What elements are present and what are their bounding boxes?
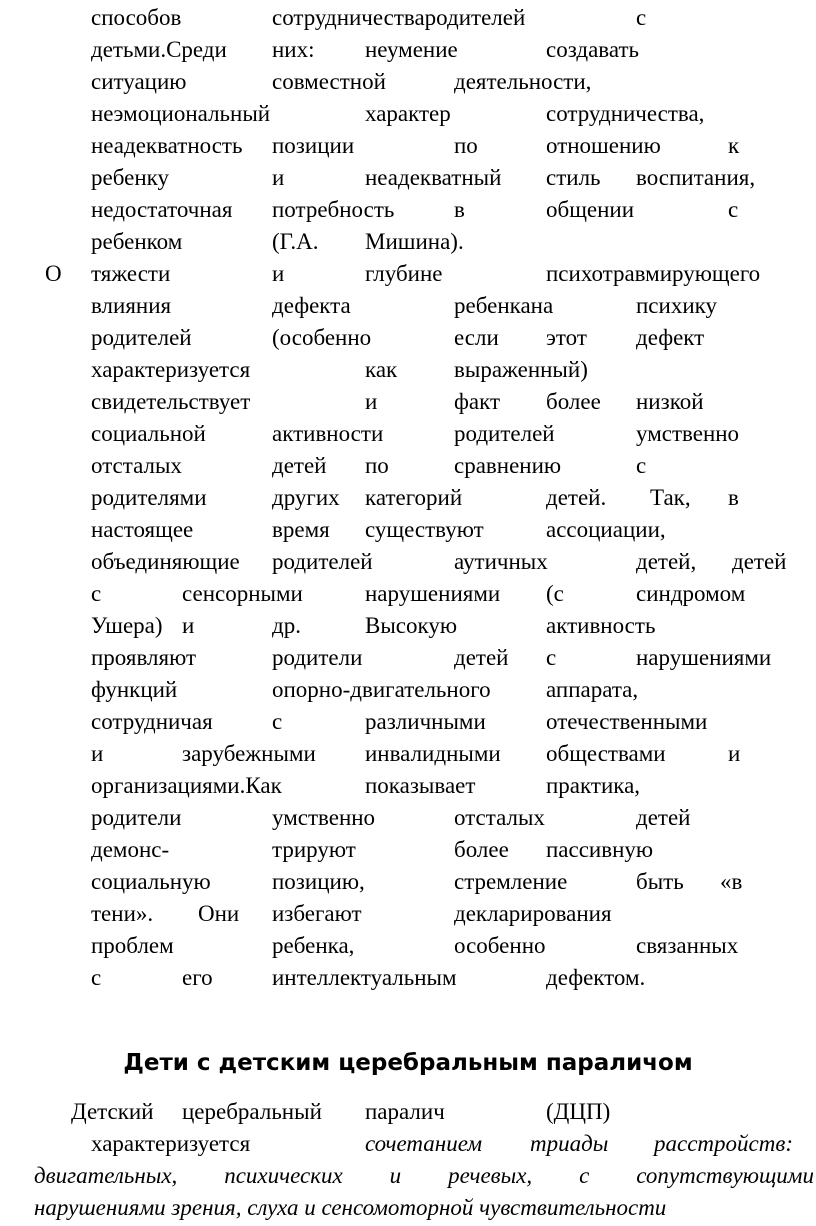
word: ребенкана — [454, 293, 554, 318]
text-line — [0, 194, 816, 226]
word: активность — [546, 613, 656, 638]
word: обществами — [546, 741, 666, 766]
text-line — [0, 866, 816, 898]
word: др. — [272, 613, 301, 638]
word: трируют — [272, 837, 356, 862]
word: общении — [546, 197, 635, 222]
text-line — [0, 34, 816, 66]
word: с — [272, 709, 283, 734]
word: Так, — [650, 485, 691, 510]
word: родителями — [91, 485, 207, 510]
word: декларирования — [454, 901, 612, 926]
word: (с — [546, 581, 564, 606]
word: недостаточная — [91, 197, 233, 222]
word: с — [91, 581, 102, 606]
word: родителей — [454, 421, 555, 446]
word: создавать — [546, 37, 639, 62]
word: детей — [454, 645, 509, 670]
text-line-italic — [0, 1192, 816, 1224]
text-line — [0, 514, 816, 546]
word: триады — [530, 1131, 609, 1156]
word: низкой — [636, 389, 704, 414]
word: неадекватный — [365, 165, 502, 190]
word: отсталых — [454, 805, 545, 830]
word: зарубежными — [182, 741, 316, 766]
word: позицию, — [272, 869, 365, 894]
text-line — [0, 1128, 816, 1160]
word: с — [636, 5, 647, 30]
word: ребенку — [91, 165, 169, 190]
text-line-italic: двигательных, психических и речевых, с сопутствующими — [34, 1163, 814, 1188]
word: избегают — [272, 901, 362, 926]
word: Мишина). — [365, 229, 464, 254]
word: с — [728, 197, 739, 222]
word: стремление — [454, 869, 568, 894]
word: нарушениями — [365, 581, 501, 606]
text-line — [0, 482, 816, 514]
word: ребенка, — [272, 933, 355, 958]
word: Они — [198, 901, 240, 926]
text-line — [0, 130, 816, 162]
word: категорий — [365, 485, 463, 510]
word: в — [728, 485, 739, 510]
word: тени». — [91, 901, 154, 926]
text-line — [0, 1096, 816, 1128]
word: Ушера) — [91, 613, 163, 638]
word: объединяющие — [91, 549, 240, 574]
word: (Г.А. — [272, 229, 319, 254]
word: опорно-двигательного — [272, 677, 491, 702]
word: детей, — [636, 549, 697, 574]
word: отношению — [546, 133, 661, 158]
text-line — [0, 962, 816, 994]
word: сенсорными — [182, 581, 303, 606]
text-line — [0, 642, 816, 674]
text-line — [0, 546, 816, 578]
text-line — [0, 898, 816, 930]
word: детьми.Среди — [91, 37, 227, 62]
word: (ДЦП) — [546, 1099, 611, 1124]
word: особенно — [454, 933, 546, 958]
word: и — [182, 613, 195, 638]
word: паралич — [365, 1099, 445, 1124]
text-line — [0, 2, 816, 34]
word: и — [728, 741, 741, 766]
text-line — [0, 66, 816, 98]
word: совместной — [272, 69, 386, 94]
word: к — [728, 133, 740, 158]
word: выраженный) — [454, 357, 588, 382]
word: ассоциации, — [546, 517, 666, 542]
word: характер — [365, 101, 451, 126]
word: неадекватность — [91, 133, 243, 158]
word: инвалидными — [365, 741, 501, 766]
word: неумение — [365, 37, 458, 62]
word: характеризуется — [91, 357, 251, 382]
word: отечественными — [546, 709, 708, 734]
word: родители — [272, 645, 363, 670]
word: различными — [365, 709, 486, 734]
word: дефект — [636, 325, 705, 350]
word: более — [546, 389, 601, 414]
word: детей — [732, 549, 787, 574]
text-line — [0, 450, 816, 482]
word: с — [91, 965, 102, 990]
word: психотравмирующего — [546, 261, 761, 286]
word: глубине — [365, 261, 443, 286]
text-line — [0, 738, 816, 770]
word: социальную — [91, 869, 211, 894]
word: нарушениями зрения, слуха и сенсомоторной чувствительности — [34, 1195, 667, 1220]
text-line — [0, 578, 816, 610]
word: аппарата, — [546, 677, 639, 702]
word: интеллектуальным — [272, 965, 457, 990]
word: дефекта — [272, 293, 351, 318]
word: сотрудничая — [91, 709, 213, 734]
word: неэмоциональный — [91, 101, 271, 126]
word: по — [365, 453, 389, 478]
section-heading: Дети с детским церебральным параличом — [123, 1050, 693, 1076]
word: сочетанием — [365, 1131, 483, 1156]
word: сотрудничествародителей — [272, 5, 526, 30]
text-line — [0, 418, 816, 450]
word: сотрудничества, — [546, 101, 705, 126]
text-line — [0, 258, 816, 290]
word: О — [45, 261, 62, 286]
word: пассивную — [546, 837, 654, 862]
word: этот — [546, 325, 587, 350]
text-line — [0, 290, 816, 322]
word: связанных — [636, 933, 739, 958]
word: других — [272, 485, 340, 510]
word: нарушениями — [636, 645, 772, 670]
text-line — [0, 930, 816, 962]
word: отсталых — [91, 453, 182, 478]
word: детей. — [546, 485, 607, 510]
word: и — [272, 165, 285, 190]
word: детей — [272, 453, 327, 478]
word: (особенно — [272, 325, 372, 350]
text-line — [0, 354, 816, 386]
word: время — [272, 517, 330, 542]
word: детей — [636, 805, 691, 830]
word: Высокую — [365, 613, 458, 638]
word: влияния — [91, 293, 172, 318]
word: с — [546, 645, 557, 670]
word: родители — [91, 805, 182, 830]
text-line — [0, 162, 816, 194]
word: психику — [636, 293, 717, 318]
word: аутичных — [454, 549, 548, 574]
text-line — [0, 770, 816, 802]
text-line — [0, 834, 816, 866]
word: показывает — [365, 773, 476, 798]
word: практика, — [546, 773, 641, 798]
word: родителей — [272, 549, 373, 574]
word: способов — [91, 5, 182, 30]
word: свидетельствует — [91, 389, 251, 414]
word: как — [365, 357, 398, 382]
word: быть — [636, 869, 684, 894]
word: демонс- — [91, 837, 170, 862]
word: факт — [454, 389, 501, 414]
word: синдромом — [636, 581, 746, 606]
word: его — [182, 965, 213, 990]
text-line — [0, 386, 816, 418]
word: «в — [720, 869, 743, 894]
word: ситуацию — [91, 69, 187, 94]
word: настоящее — [91, 517, 194, 542]
word: проявляют — [91, 645, 196, 670]
word: дефектом. — [546, 965, 646, 990]
word: существуют — [365, 517, 484, 542]
word: сравнению — [454, 453, 562, 478]
word: и — [365, 389, 378, 414]
word: воспитания, — [636, 165, 756, 190]
word: функций — [91, 677, 178, 702]
word: умственно — [636, 421, 740, 446]
word: потребность — [272, 197, 395, 222]
word: позиции — [272, 133, 355, 158]
word: по — [454, 133, 478, 158]
word: Детский — [71, 1099, 154, 1124]
word: характеризуется — [91, 1131, 251, 1156]
word: ребенком — [91, 229, 183, 254]
word: если — [454, 325, 499, 350]
word: них: — [272, 37, 315, 62]
word: тяжести — [91, 261, 171, 286]
word: и — [272, 261, 285, 286]
word: в — [454, 197, 465, 222]
word: умственно — [272, 805, 376, 830]
text-line — [0, 98, 816, 130]
text-line — [0, 610, 816, 642]
word: активности — [272, 421, 384, 446]
word: с — [636, 453, 647, 478]
word: организациями.Как — [91, 773, 282, 798]
word: родителей — [91, 325, 192, 350]
word: более — [454, 837, 509, 862]
text-line — [0, 802, 816, 834]
text-line — [0, 322, 816, 354]
text-line — [0, 706, 816, 738]
word: расстройств: — [654, 1131, 793, 1156]
word: стиль — [546, 165, 601, 190]
word: проблем — [91, 933, 174, 958]
text-line — [0, 226, 816, 258]
word: и — [91, 741, 104, 766]
word: церебральный — [182, 1099, 322, 1124]
word: деятельности, — [454, 69, 592, 94]
text-line — [0, 674, 816, 706]
word: социальной — [91, 421, 206, 446]
